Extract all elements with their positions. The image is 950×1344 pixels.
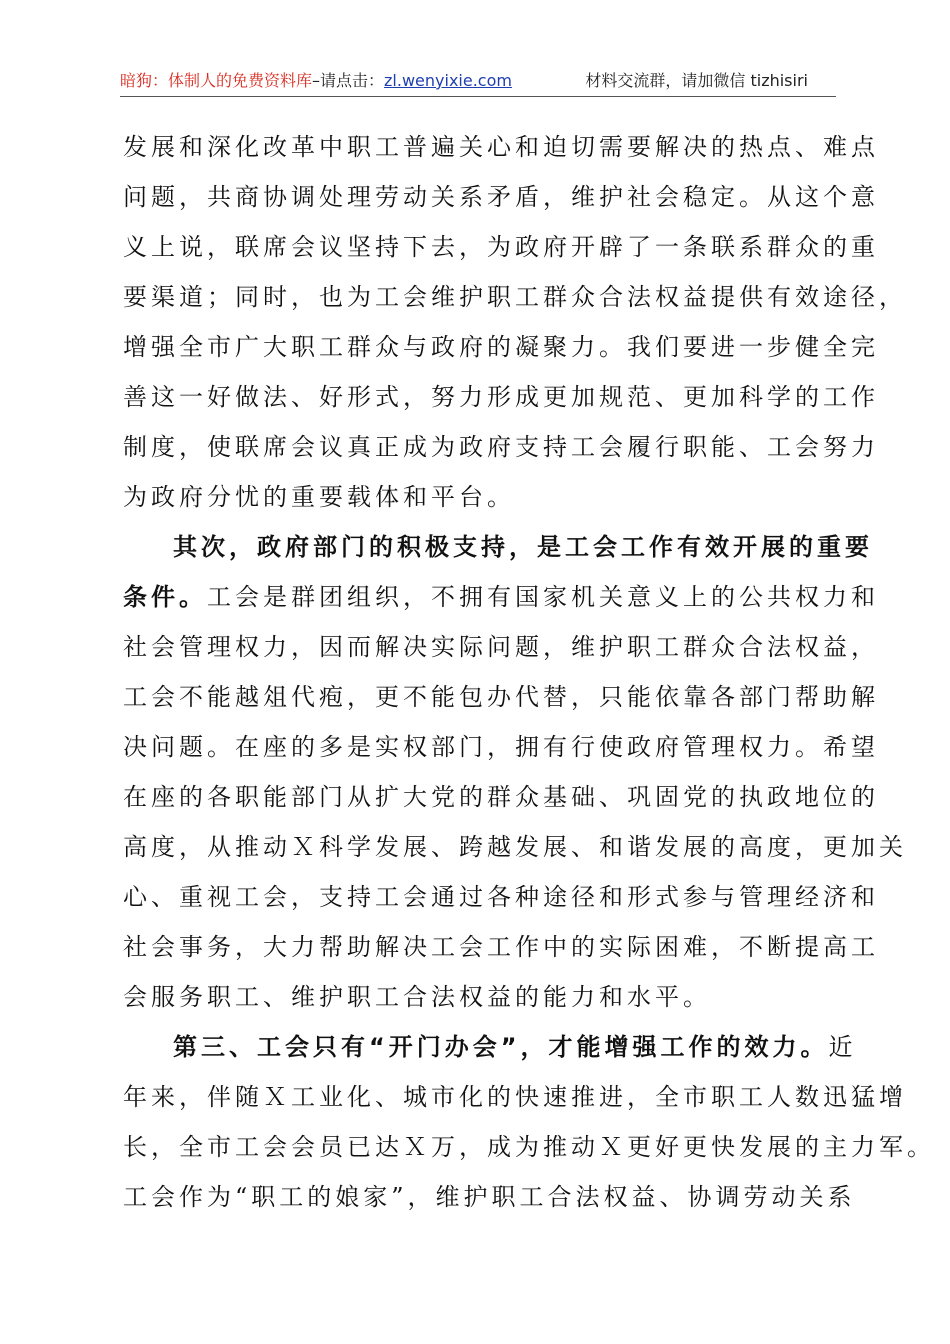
bold-heading: 其次，政府部门的积极支持，是工会工作有效开展的重要 bbox=[173, 533, 873, 561]
line-text: 在座的各职能部门从扩大党的群众基础、巩固党的执政地位的 bbox=[123, 783, 879, 811]
text-line bbox=[123, 372, 879, 422]
link-prompt: –请点击： bbox=[312, 71, 385, 90]
line-text: 善这一好做法、好形式，努力形成更加规范、更加科学的工作 bbox=[123, 383, 879, 411]
line-text: 心、重视工会，支持工会通过各种途径和形式参与管理经济和 bbox=[123, 883, 879, 911]
document-body bbox=[123, 122, 935, 1222]
line-text: 工会作为“职工的娘家”，维护职工合法权益、协调劳动关系 bbox=[123, 1183, 856, 1211]
text-line bbox=[123, 272, 907, 322]
line-text: 决问题。在座的多是实权部门，拥有行使政府管理权力。希望 bbox=[123, 733, 879, 761]
line-text: 要渠道；同时，也为工会维护职工群众合法权益提供有效途径， bbox=[123, 283, 907, 311]
line-text: 高度，从推动Ｘ科学发展、跨越发展、和谐发展的高度，更加关 bbox=[123, 833, 907, 861]
text-line bbox=[123, 772, 879, 822]
text-line bbox=[123, 822, 907, 872]
text-line bbox=[123, 1122, 935, 1172]
text-line bbox=[123, 722, 879, 772]
line-text: 会服务职工、维护职工合法权益的能力和水平。 bbox=[123, 983, 711, 1011]
text-line bbox=[123, 522, 873, 572]
text-line bbox=[123, 422, 879, 472]
line-text: 社会管理权力，因而解决实际问题，维护职工群众合法权益， bbox=[123, 633, 879, 661]
text-line bbox=[123, 622, 879, 672]
text-line bbox=[123, 572, 879, 622]
text-line bbox=[123, 122, 879, 172]
line-text: 为政府分忧的重要载体和平台。 bbox=[123, 483, 515, 511]
line-text: 社会事务，大力帮助解决工会工作中的实际困难，不断提高工 bbox=[123, 933, 879, 961]
text-line bbox=[123, 172, 879, 222]
line-text: 制度，使联席会议真正成为政府支持工会履行职能、工会努力 bbox=[123, 433, 879, 461]
line-text: 工会不能越俎代疱，更不能包办代替，只能依靠各部门帮助解 bbox=[123, 683, 879, 711]
text-line bbox=[123, 222, 879, 272]
line-text: 义上说，联席会议坚持下去，为政府开辟了一条联系群众的重 bbox=[123, 233, 879, 261]
bold-heading: 条件。 bbox=[123, 583, 207, 611]
text-line bbox=[123, 1072, 907, 1122]
contact-info: 材料交流群，请加微信 tizhisiri bbox=[585, 71, 808, 90]
line-text: 近 bbox=[828, 1033, 857, 1061]
line-text: 年来，伴随Ｘ工业化、城市化的快速推进，全市职工人数迅猛增 bbox=[123, 1083, 907, 1111]
page-header bbox=[120, 66, 836, 97]
line-text: 问题，共商协调处理劳动关系矛盾，维护社会稳定。从这个意 bbox=[123, 183, 879, 211]
line-text: 发展和深化改革中职工普遍关心和迫切需要解决的热点、难点 bbox=[123, 133, 879, 161]
text-line bbox=[123, 1172, 856, 1222]
text-line bbox=[123, 1022, 857, 1072]
site-link[interactable]: zl.wenyixie.com bbox=[384, 71, 512, 90]
line-text: 工会是群团组织，不拥有国家机关意义上的公共权力和 bbox=[207, 583, 879, 611]
text-line bbox=[123, 872, 879, 922]
bold-heading: 第三、工会只有“开门办会”，才能增强工作的效力。 bbox=[173, 1033, 829, 1061]
site-name: 暗狗：体制人的免费资料库 bbox=[120, 71, 313, 90]
line-text: 长，全市工会会员已达Ｘ万，成为推动Ｘ更好更快发展的主力军。 bbox=[123, 1133, 935, 1161]
text-line bbox=[123, 672, 879, 722]
text-line bbox=[123, 322, 879, 372]
text-line bbox=[123, 922, 879, 972]
text-line bbox=[123, 972, 839, 1022]
text-line bbox=[123, 472, 839, 522]
line-text: 增强全市广大职工群众与政府的凝聚力。我们要进一步健全完 bbox=[123, 333, 879, 361]
